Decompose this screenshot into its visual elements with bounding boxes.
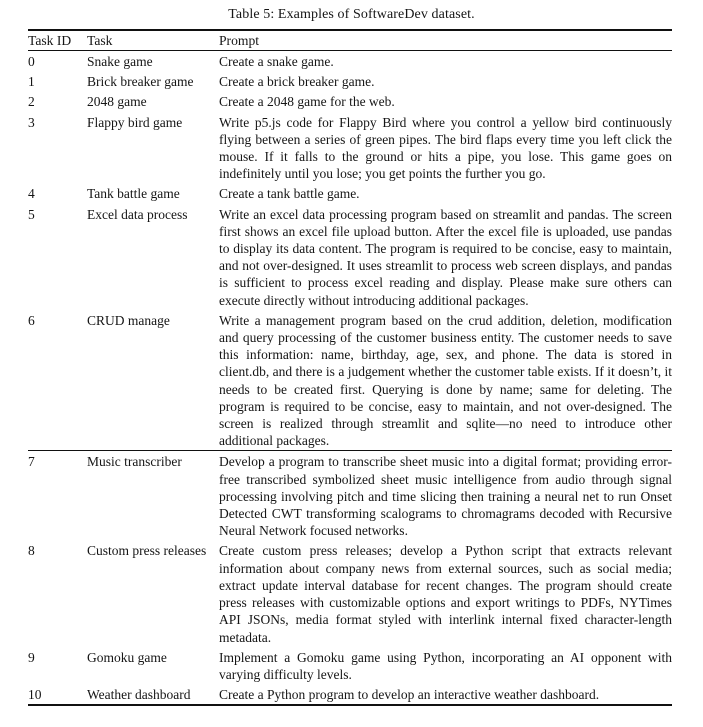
- table-row: [28, 91, 672, 111]
- task-id-cell: 1: [28, 74, 35, 90]
- table-row: [28, 540, 672, 646]
- task-cell: 2048 game: [87, 94, 147, 110]
- table-caption: Table 5: Examples of SoftwareDev dataset.: [228, 7, 475, 22]
- task-id-cell: 5: [28, 206, 35, 222]
- task-id-cell: 7: [28, 451, 87, 541]
- task-cell: Snake game: [87, 54, 153, 69]
- task-cell: Excel data process: [87, 206, 188, 222]
- table-row: [28, 71, 672, 91]
- task-id-cell: 8: [28, 543, 35, 559]
- table-row: [28, 204, 672, 310]
- task-id-cell: 2: [28, 94, 35, 110]
- prompt-cell: Write an excel data processing program based on streamlit and pandas. The screen first shows an excel file upload button. After the excel file is uploaded, use pandas to display its data content. The program is required to be concise, easy to maintain, and not over-designed. It uses streamlit to process web screen displays, and pandas is sufficient to process excel reading and display. Please make sure others can execute directly without introducing additional packages.: [219, 206, 672, 308]
- prompt-cell: Create a 2048 game for the web.: [219, 94, 395, 110]
- table-row: [28, 183, 672, 203]
- task-cell: Weather dashboard: [87, 687, 191, 703]
- table-row: [28, 451, 672, 541]
- task-cell: Music transcriber: [87, 451, 219, 541]
- task-cell: Flappy bird game: [87, 114, 183, 130]
- task-cell: Gomoku game: [87, 649, 167, 665]
- softwaredev-examples-table: [28, 29, 672, 706]
- task-id-cell: 4: [28, 186, 35, 202]
- task-id-cell: 10: [28, 687, 42, 703]
- task-id-cell: 6: [28, 312, 35, 328]
- table-row: [28, 310, 672, 451]
- task-cell: Custom press releases: [87, 543, 207, 559]
- table-row: [28, 684, 672, 705]
- task-id-cell: 3: [28, 114, 35, 130]
- column-header-task: Task: [87, 30, 219, 51]
- table-header: [28, 30, 672, 51]
- table-body: [28, 51, 672, 706]
- prompt-cell: Develop a program to transcribe sheet music into a digital format; providing error-free transcribed symbolized sheet music intelligence from audio through signal processing involving pitch and time slicing then training a neural net to run Onset Detected CWT transforming scalograms to chromagrams decoded with Recursive Neural Network focused networks.: [219, 451, 672, 541]
- prompt-cell: Create a snake game.: [219, 54, 334, 69]
- task-id-cell: 9: [28, 649, 35, 665]
- table-row: [28, 647, 672, 684]
- prompt-cell: Write a management program based on the crud addition, deletion, modification and query processing of the customer business entity. The customer needs to save this information: name, birthday, age, sex, and phone. The data is stored in client.db, and there is a judgement whether the customer table exists. If it doesn’t, it needs to be created first. Querying is done by name; same for deleting. The program is required to be concise, easy to maintain, and not over-designed. The screen is realized through streamlit and sqlite—no need to introduce other additional packages.: [219, 312, 672, 449]
- task-id-cell: 0: [28, 54, 35, 69]
- column-header-task-id: Task ID: [28, 30, 87, 51]
- task-cell: CRUD manage: [87, 312, 170, 328]
- column-header-prompt: Prompt: [219, 30, 672, 51]
- prompt-cell: Create a tank battle game.: [219, 186, 360, 202]
- prompt-cell: Implement a Gomoku game using Python, incorporating an AI opponent with varying difficulty levels.: [219, 649, 672, 682]
- task-cell: Brick breaker game: [87, 74, 194, 90]
- prompt-cell: Write p5.js code for Flappy Bird where you control a yellow bird continuously flying between a series of green pipes. The bird flaps every time you left click the mouse. If it falls to the ground or hits a pipe, you lose. This game goes on indefinitely until you lose; you get points the further you go.: [219, 114, 672, 182]
- table-row: [28, 112, 672, 184]
- header-row: [28, 30, 672, 51]
- prompt-cell: Create a Python program to develop an interactive weather dashboard.: [219, 687, 600, 703]
- prompt-cell: Create a brick breaker game.: [219, 74, 375, 90]
- table-row: [28, 51, 672, 72]
- prompt-cell: Create custom press releases; develop a Python script that extracts relevant information about company news from external sources, such as social media; extract update interval database for recent changes. The program should create press releases with customizable options and export writings to PDFs, NYTimes API JSONs, media format styled with interlink internal fixed character-length metadata.: [219, 543, 672, 645]
- task-cell: Tank battle game: [87, 186, 180, 202]
